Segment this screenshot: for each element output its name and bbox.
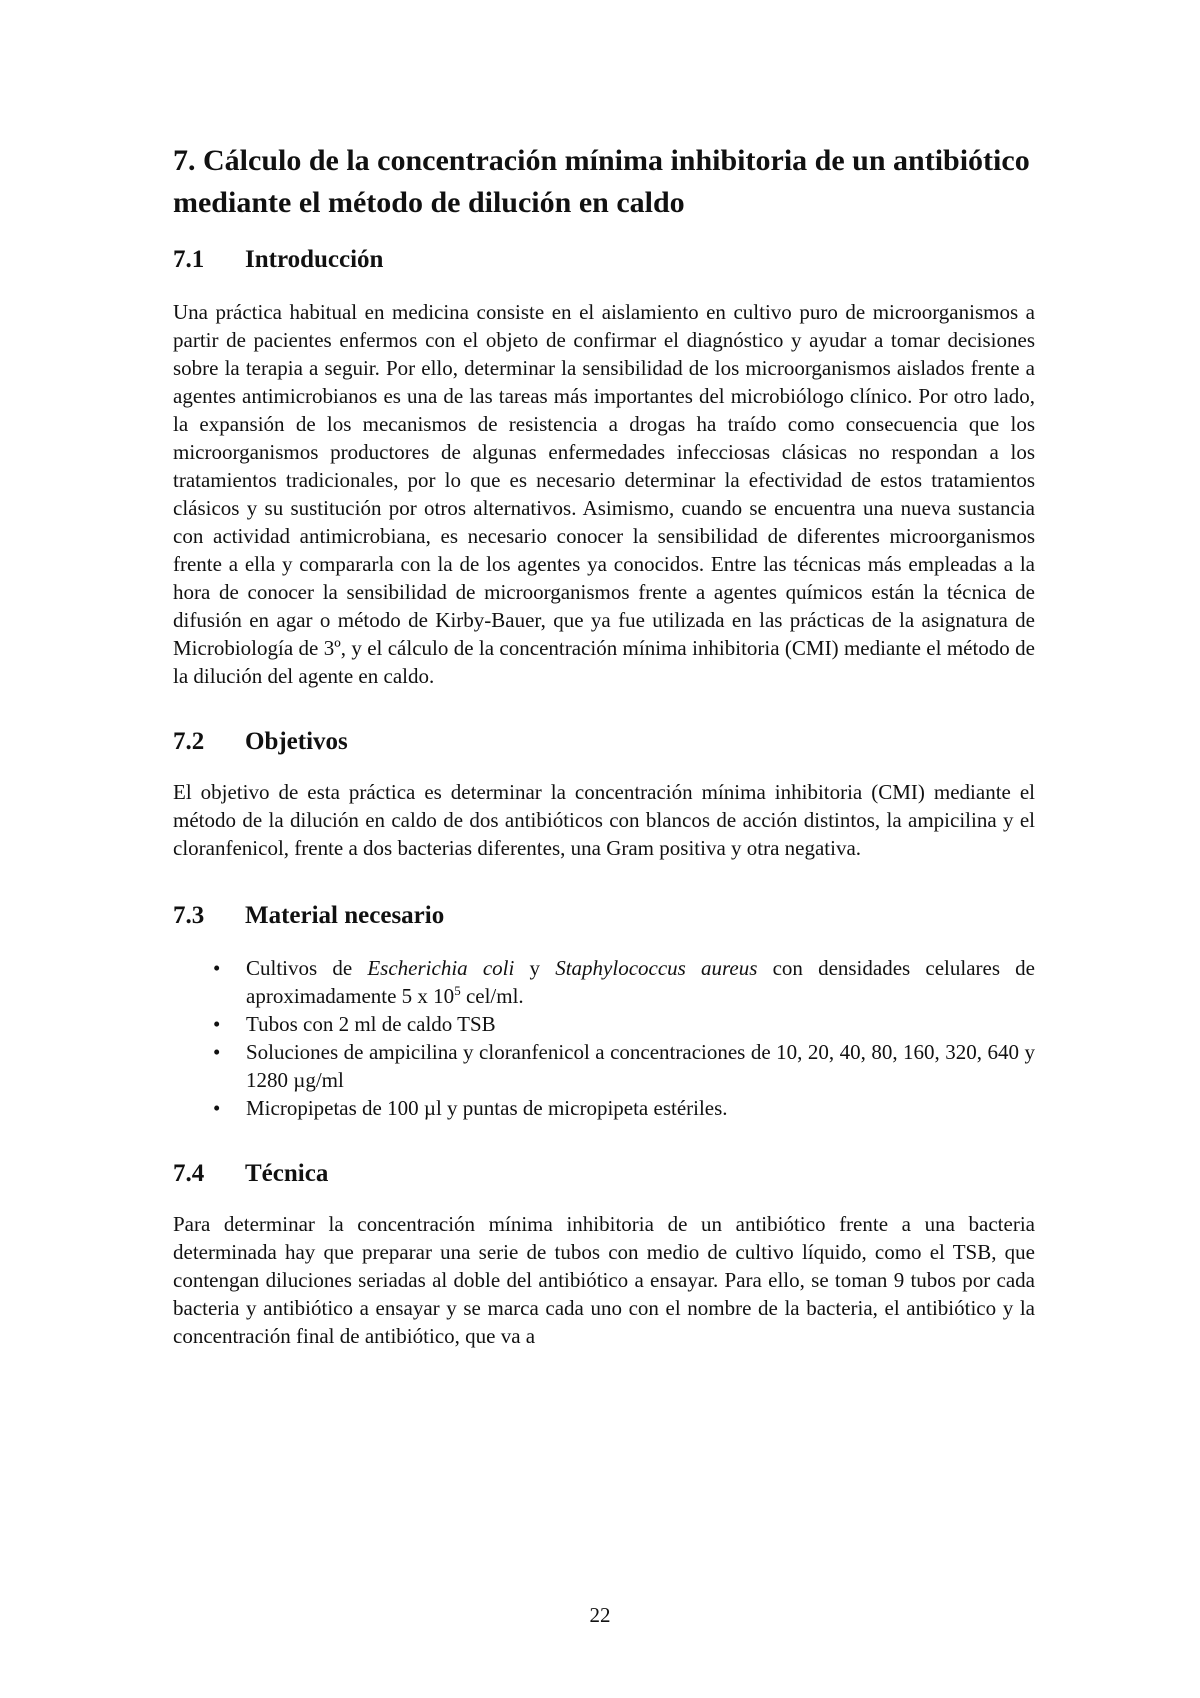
list-item-text: Soluciones de ampicilina y cloranfenicol a concentraciones de 10, 20, 40, 80, 160, 320, 640 y 1280 µg/ml (246, 1040, 1035, 1092)
section-number: 7.4 (173, 1160, 205, 1187)
bullet-icon: • (213, 1096, 221, 1120)
species-name: Staphylococcus aureus (555, 956, 758, 980)
section-heading-material (173, 902, 1035, 930)
list-item-text: Tubos con 2 ml de caldo TSB (246, 1012, 496, 1036)
section-heading-tecnica (173, 1160, 1035, 1188)
list-item-text: Cultivos de (246, 956, 368, 980)
list-item (173, 1038, 1035, 1094)
section-title: Material necesario (245, 902, 445, 929)
list-item-text: Micropipetas de 100 µl y puntas de micropipeta estériles. (246, 1096, 728, 1120)
chapter-title: 7. Cálculo de la concentración mínima inhibitoria de un antibiótico mediante el método de dilución en caldo (173, 144, 1030, 219)
section-title: Introducción (245, 246, 384, 273)
section-title: Técnica (245, 1160, 329, 1187)
list-item-text: cel/ml. (460, 984, 524, 1008)
bullet-icon: • (213, 1040, 221, 1064)
list-item (173, 1010, 1035, 1038)
section-title: Objetivos (245, 728, 348, 755)
species-name: Escherichia coli (367, 956, 515, 980)
section-heading-objetivos (173, 728, 1035, 756)
material-list (173, 954, 1035, 1122)
bullet-icon: • (213, 1012, 221, 1036)
list-item-text: y (514, 956, 556, 980)
list-item (173, 1094, 1035, 1122)
list-item-text: con densidades celulares de aproximadamente 5 x 10 (246, 956, 1035, 1008)
exponent: 5 (454, 983, 461, 998)
introduccion-paragraph: Una práctica habitual en medicina consiste en el aislamiento en cultivo puro de microorganismos a partir de pacientes enfermos con el objeto de confirmar el diagnóstico y ayudar a tomar decisiones sobre la terapia a seguir. Por ello, determinar la sensibilidad de los microorganismos aislados frente a agentes antimicrobianos es una de las tareas más importantes del microbiólogo clínico. Por otro lado, la expansión de los mecanismos de resistencia a drogas ha traído como consecuencia que los microorganismos productores de algunas enfermedades infecciosas clásicas no respondan a los tratamientos tradicionales, por lo que es necesario determinar la efectividad de estos tratamientos clásicos y su sustitución por otros alternativos. Asimismo, cuando se encuentra una nueva sustancia con actividad antimicrobiana, es necesario conocer la sensibilidad de diferentes microorganismos frente a ella y compararla con la de los agentes ya conocidos. Entre las técnicas más empleadas a la hora de conocer la sensibilidad de microorganismos frente a agentes químicos están la técnica de difusión en agar o método de Kirby-Bauer, que ya fue utilizada en las prácticas de la asignatura de Microbiología de 3º, y el cálculo de la concentración mínima inhibitoria (CMI) mediante el método de la dilución del agente en caldo. (173, 300, 1035, 688)
tecnica-paragraph: Para determinar la concentración mínima inhibitoria de un antibiótico frente a una bacteria determinada hay que preparar una serie de tubos con medio de cultivo líquido, como el TSB, que contengan diluciones seriadas al doble del antibiótico a ensayar. Para ello, se toman 9 tubos por cada bacteria y antibiótico a ensayar y se marca cada uno con el nombre de la bacteria, el antibiótico y la concentración final de antibiótico, que va a (173, 1212, 1035, 1348)
bullet-icon: • (213, 956, 221, 980)
document-page (173, 140, 1035, 1350)
section-number: 7.3 (173, 902, 205, 929)
section-heading-introduccion (173, 246, 1035, 274)
page-number: 22 (589, 1603, 611, 1627)
list-item (173, 954, 1035, 1010)
section-number: 7.2 (173, 728, 205, 755)
objetivos-paragraph: El objetivo de esta práctica es determinar la concentración mínima inhibitoria (CMI) mediante el método de la dilución en caldo de dos antibióticos con blancos de acción distintos, la ampicilina y el cloranfenicol, frente a dos bacterias diferentes, una Gram positiva y otra negativa. (173, 780, 1035, 860)
section-number: 7.1 (173, 246, 205, 273)
